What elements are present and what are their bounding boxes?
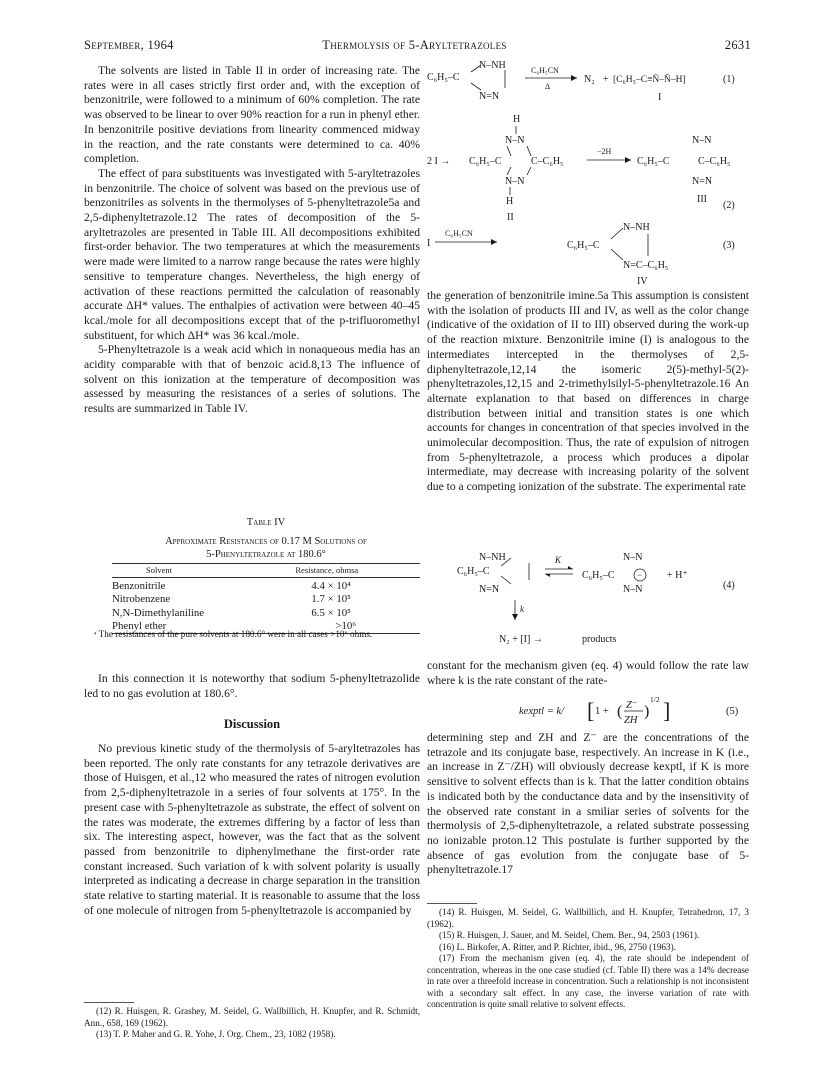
right-paragraph-1: the generation of benzonitrile imine.5a This assumption is consistent with the isolation of products III and IV, as well as the color change (indicative of the oxidation of II to III) observed during the work-up of the reaction mixture. Benzonitrile imine (I) is analogous to the intermediates intercepted in the thermolyses of 2,5-diphenyltetrazole,12,14 the isomeric 2(5)-methyl-5(2)-phenyltetrazoles,12,15 and 2-trimethylsilyl-5-phenyltetrazole.16 An alternate explanation to that based on differences in charge distribution between initial and transition states is one which accounts for changes in concentration of that species involved in the unimolecular decomposition. Thus, the rate of expulsion of nitrogen from 5-phenyltetrazole, a process which produces a dipolar intermediate, may decrease with increasing polarity of the solvent due to a competing ionization of the substrate. The experimental rate [427, 289, 749, 494]
table-cell-resistance: 4.4 × 10⁴ [311, 580, 351, 593]
tetrazine-left: C₆H₅–C [637, 156, 670, 167]
left-paragraph-1: The solvents are listed in Table II in order of increasing rate. The rates were in all cases strictly first order and, with the exception of benzonitrile, were followed to a minimum of 60% completion. The rate was observed to be linear to over 90% reaction for a run in phenyl ether. In benzonitrile positive deviations from linearity commenced midway in the reaction, and the rate constants were determined to ca. 40% completion. [84, 64, 420, 166]
triazole-left: C₆H₅–C [567, 240, 600, 251]
table-row [112, 607, 420, 620]
eq2-oxidation: −2H [597, 147, 612, 156]
table-iv [112, 516, 420, 634]
dihydrotetrazine-n-top: N–N [505, 135, 525, 146]
table-footnote-block [84, 629, 420, 641]
tetrazine-right: C–C₆H₅ [698, 156, 731, 167]
eq5-denominator: ZH [624, 715, 638, 726]
tetrazole-structure-eq1 [427, 60, 506, 102]
eq5-numerator: Z⁻ [626, 700, 638, 711]
footnote-rule-left [84, 1002, 134, 1003]
eq4-label: (4) [723, 580, 735, 591]
right-column-upper [427, 289, 749, 495]
table-cell-solvent: N,N-Dimethylaniline [112, 606, 205, 619]
eq5-lhs: kexptl = k/ [519, 706, 564, 717]
eq5-one-plus: 1 + [595, 706, 609, 717]
svg-text:N=N: N=N [479, 91, 500, 102]
discussion-text [84, 742, 420, 918]
eq4-proton: + H⁺ [667, 570, 688, 581]
left-column-upper [84, 64, 420, 417]
right-column-lower [427, 731, 749, 878]
eq4-decomposition-products: N₂ + [I] → [499, 634, 543, 645]
dihydrotetrazine-left: C₆H₅–C [469, 156, 502, 167]
eq5-bracket-open: [ [587, 698, 595, 723]
eq1-nitrile-imine: [C₆H₅–C≡N̄–N̄–H] [613, 75, 686, 85]
eq2-compound-ii: II [507, 212, 514, 223]
discussion-heading: Discussion [223, 717, 281, 731]
eq4-equilibrium-constant: K [555, 555, 562, 565]
table-header-resistance: Resistance, ohmsa [295, 565, 359, 575]
eq5-label: (5) [726, 706, 739, 717]
eq4-anion-charge: − [637, 570, 643, 580]
header-running-title: Thermolysis of 5-Aryltetrazoles [322, 38, 507, 52]
arrowhead-eq1 [571, 75, 577, 81]
eq1-plus: + [603, 74, 609, 85]
table-cell-solvent: Benzonitrile [112, 580, 166, 593]
footnote-13: (13) T. P. Maher and G. R. Yohe, J. Org. Chem., 23, 1082 (1958). [96, 1029, 336, 1039]
eq5-paren-close: ) [644, 703, 650, 720]
eq1-heat: Δ [545, 82, 551, 91]
table-cell-resistance: 6.5 × 10⁵ [311, 606, 351, 619]
dihydrotetrazine-right: C–C₆H₅ [531, 156, 564, 167]
eq5-paren-open: ( [617, 703, 623, 720]
eq1-reagent: C₆H₅CN [531, 66, 559, 75]
svg-text:C₆H₅–C: C₆H₅–C [427, 72, 460, 83]
left-paragraph-4: In this connection it is noteworthy that sodium 5-phenyltetrazolide led to no gas evolution at 180.6°. [84, 672, 420, 700]
left-paragraph-3: 5-Phenyltetrazole is a weak acid which in nonaqueous media has an acidity comparable with that of benzoic acid.8,13 The influence of solvent on this ionization at the temperature of decomposition was assessed by measuring the resistances of a series of solutions. The results are summarized in Table IV. [84, 343, 420, 416]
eq4-products: products [582, 634, 617, 645]
table-header-solvent: Solvent [146, 565, 172, 575]
left-paragraph-5: No previous kinetic study of the thermolysis of 5-aryltetrazoles has been reported. The only rate constants for any tetrazole derivatives are those of Huisgen, et al.,12 who measured the rates of nitrogen evolution from 2,5-diphenyltetrazole in a series of four solvents at 175°. In the present case with 5-phenyltetrazole as substrate, the effect of solvent on the rates was moderate, the extremes differing by a factor of less than six. The interesting aspect, however, was the fact that as the solvent passed from benzonitrile to diphenylmethane the first-order rate constant increased. Such variation of k with solvent polarity is usually interpreted as indicating a decrease in charge separation in the transition state relative to starting material. It is reasonable to assume that the loss of one molecule of nitrogen from 5-phenyltetrazole is accompanied by [84, 742, 420, 917]
table-footnote: ᵃ The resistances of the pure solvents at 180.6° were in all cases >10⁶ ohms. [94, 629, 373, 639]
table-title-line-2: 5-Phenyltetrazole at 180.6° [206, 549, 326, 560]
right-footnotes [427, 907, 749, 1011]
eq1-intermediate-label: I [658, 92, 662, 103]
eq4-rate-constant: k [520, 604, 524, 614]
right-paragraph-2: constant for the mechanism given (eq. 4) would follow the rate law where k is the rate constant of the rate- [427, 659, 749, 687]
left-footnotes [84, 1006, 420, 1041]
right-column-middle [427, 659, 749, 688]
left-paragraph-2: The effect of para substituents was investigated with 5-aryltetrazoles in benzonitrile. The choice of solvent was based on the previous use of benzonitriles as solvents in the thermolyses of 5-phenyltetrazole5a and 2,5-diphenyltetrazole.12 The rates of decomposition of the 5-aryltetrazoles are presented in Table III. All decompositions exhibited first-order behavior. The two temperatures at which the measurements were made were limited to a narrow range because the rates were highly sensitive to temperature changes. Nevertheless, the high energy of activation of these reactions permitted the calculation of reasonably accurate ΔH* values. The enthalpies of activation were between 40–45 kcal./mole for all decompositions except that of the p-trifluoromethyl substituent, for which ΔH* was 36 kcal./mole. [84, 166, 420, 342]
tetrazine-n-top: N–N [692, 135, 712, 146]
table-cell-resistance: 1.7 × 10⁵ [311, 593, 351, 606]
triazole-n-top: N–NH [623, 222, 650, 233]
triazole-n-bottom: N=C–C₆H₅ [623, 260, 669, 271]
tetrazine-n-bottom: N=N [692, 176, 713, 187]
table-cell-resistance: >10⁶ [265, 620, 420, 634]
eq4-anion-n-top: N–N [623, 552, 643, 563]
header-page-number: 2631 [724, 38, 751, 52]
eq2-compound-iii: III [697, 194, 707, 205]
ionization-scheme-eq4 [427, 548, 749, 652]
eq4-anion-n-bottom: N–N [623, 584, 643, 595]
eq4-tetrazole-n-top: N–NH [479, 552, 506, 563]
left-column-lower [84, 672, 420, 701]
footnote-rule-right [427, 903, 477, 904]
header-journal-date: September, 1964 [84, 38, 174, 52]
svg-text:N–NH: N–NH [479, 60, 506, 71]
eq3-label: (3) [723, 240, 735, 251]
reaction-scheme-1-3 [427, 56, 749, 286]
dihydrotetrazine-h-top: H [513, 114, 521, 125]
eq5-bracket-close: ] [663, 698, 671, 723]
eq3-reagent: C₆H₅CN [445, 229, 473, 238]
table-label: Table IV [246, 517, 286, 528]
eq4-tetrazole-left: C₆H₅–C [457, 566, 490, 577]
footnote-12: (12) R. Huisgen, R. Grashey, M. Seidel, G. Wallbillich, H. Knupfer, and R. Schmidt, Ann., 658, 169 (1962). [84, 1006, 420, 1028]
eq4-anion-left: C₆H₅–C [582, 570, 615, 581]
table-body [112, 563, 420, 634]
table-title-line-1: Approximate Resistances of 0.17 M Solutions of [165, 536, 367, 547]
eq3-lhs: I [427, 238, 431, 249]
eq1-n2: N₂ [584, 74, 595, 85]
dihydrotetrazine-h-bottom: H [506, 196, 514, 207]
footnote-15: (15) R. Huisgen, J. Sauer, and M. Seidel, Chem. Ber., 94, 2503 (1961). [439, 930, 700, 940]
footnote-14: (14) R. Huisgen, M. Seidel, G. Wallbillich, and H. Knupfer, Tetrahedron, 17, 3 (1962). [427, 907, 749, 929]
eq5-exponent: 1/2 [650, 695, 660, 704]
table-row [112, 593, 420, 606]
table-row [112, 580, 420, 593]
eq4-tetrazole-n-bottom: N=N [479, 584, 500, 595]
footnote-16: (16) L. Birkofer, A. Ritter, and P. Richter, ibid., 96, 2750 (1963). [439, 941, 676, 952]
eq3-compound-iv: IV [637, 276, 648, 286]
rate-law-eq5 [427, 692, 749, 730]
table-cell-solvent: Phenyl ether [112, 620, 265, 634]
eq2-label: (2) [723, 200, 735, 211]
dihydrotetrazine-n-bottom: N–N [505, 176, 525, 187]
table-cell-solvent: Nitrobenzene [112, 593, 171, 606]
eq2-lhs: 2 I → [427, 156, 451, 167]
footnote-17: (17) From the mechanism given (eq. 4), the rate should be independent of concentration, whereas in the one case studied (cf. Table II) there was a 14% decrease in rate over a threefold increase in concentration. Such a relationship is not inconsistent with a secondary salt effect. In any case, the inverse variation of rate with concentration is quite small relative to solvent effects. [427, 953, 749, 1009]
right-paragraph-3: determining step and ZH and Z⁻ are the concentrations of the tetrazole and its conjugate base, respectively. An increase in K (i.e., an increase in Z⁻/ZH) will obviously decrease kexptl, if K is more sensitive to solvent effects than is k. That the latter condition obtains is indicated both by the conductance data and by the insensitivity of the observed rate constant in a smiliar series of solvents for the thermolysis of 2,5-diphenyltetrazole, a related substrate possessing no ionizable proton.12 This postulate is further supported by the absence of gas evolution from the conjugate base of 5-phenyltetrazole.17 [427, 731, 749, 877]
eq1-label: (1) [723, 74, 735, 85]
